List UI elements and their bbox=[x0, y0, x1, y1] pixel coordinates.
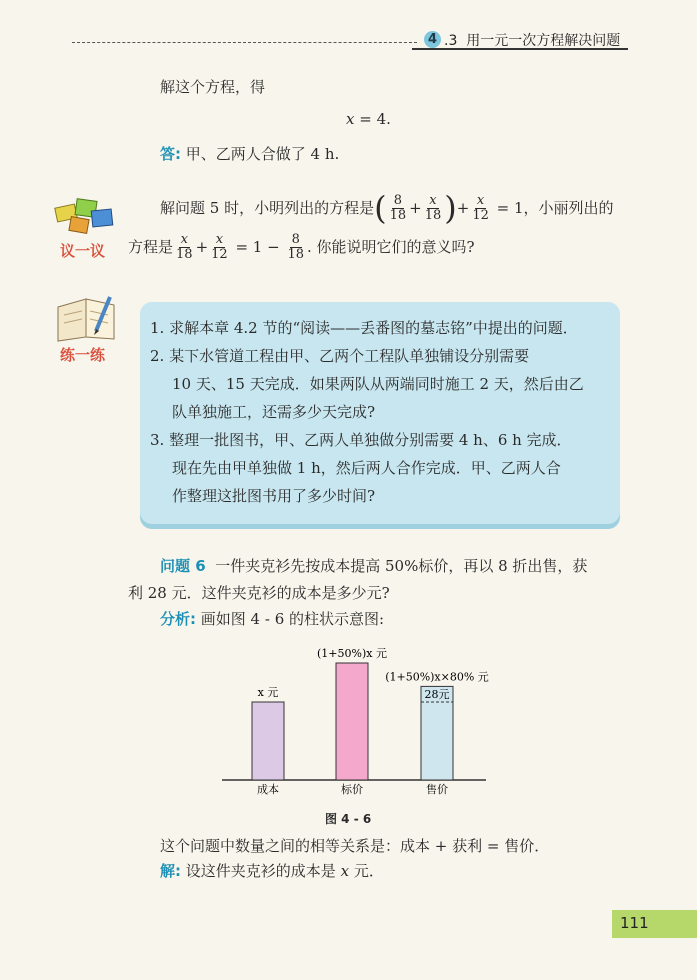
practice-item-2-cont: 队单独施工，还需多少天完成? bbox=[172, 403, 376, 421]
bar-value-label: (1+50%)x×80% 元 bbox=[385, 670, 489, 684]
fraction: $\frac{x}{18}$ bbox=[424, 192, 442, 223]
practice-item-2-cont: 10 天、15 天完成．如果两队从两端同时施工 2 天，然后由乙 bbox=[172, 375, 584, 393]
discuss-line-1: 解问题 5 时，小明列出的方程是 ( $\frac{8}{18}$ + $\frac{x}{18}$ ) + $\frac{x}{12}$ = 1，小丽列出的 bbox=[160, 189, 614, 227]
solution-start: 解: 设这件夹克衫的成本是 x 元． bbox=[160, 862, 384, 880]
bar-value-label: x 元 bbox=[257, 686, 279, 699]
profit-label: 28元 bbox=[424, 688, 450, 702]
figure-caption: 图 4 - 6 bbox=[325, 812, 372, 826]
analysis-line: 分析: 画如图 4 - 6 的柱状示意图: bbox=[160, 610, 385, 628]
fraction: $\frac{8}{18}$ bbox=[287, 232, 305, 262]
practice-item-3: 3. 整理一批图书，甲、乙两人单独做分别需要 4 h、6 h 完成． bbox=[150, 431, 572, 449]
fraction: $\frac{8}{18}$ bbox=[389, 192, 407, 223]
bar-2 bbox=[336, 663, 368, 780]
answer-line: 答: 甲、乙两人合做了 4 h. bbox=[160, 145, 340, 163]
discuss-label: 议一议 bbox=[60, 242, 106, 260]
section-number-badge: 4 bbox=[424, 31, 441, 48]
practice-label: 练一练 bbox=[60, 346, 106, 364]
fraction: $\frac{x}{12}$ bbox=[472, 192, 489, 223]
solve-line: 解这个方程，得 bbox=[160, 78, 266, 96]
running-header: .3 用一元一次方程解决问题 bbox=[444, 33, 621, 49]
relation-line: 这个问题中数量之间的相等关系是：成本 + 获利 = 售价． bbox=[160, 837, 550, 855]
category-label: 成本 bbox=[257, 783, 279, 796]
practice-item-2: 2. 某下水管道工程由甲、乙两个工程队单独铺设分别需要 bbox=[150, 347, 530, 365]
fraction: $\frac{x}{18}$ bbox=[176, 232, 193, 262]
practice-item-3-cont: 现在先由甲单独做 1 h，然后两人合作完成．甲、乙两人合 bbox=[172, 459, 561, 477]
solution-equation: x = 4. bbox=[346, 110, 391, 128]
problem6-line-1: 问题 6 一件夹克衫先按成本提高 50%标价，再以 8 折出售，获 bbox=[160, 557, 588, 575]
discuss-line-2: 方程是 $\frac{x}{18}$ + $\frac{x}{12}$ = 1 − $\frac{8}{18}$ . 你能说明它们的意义吗? bbox=[128, 232, 475, 262]
fraction: $\frac{x}{12}$ bbox=[211, 232, 228, 262]
practice-item-1: 1. 求解本章 4.2 节的“阅读——丢番图的墓志铭”中提出的问题． bbox=[150, 319, 578, 337]
category-label: 售价 bbox=[426, 783, 448, 796]
bar-value-label: (1+50%)x 元 bbox=[317, 647, 387, 660]
bar-1 bbox=[252, 702, 284, 780]
problem6-line-2: 利 28 元．这件夹克衫的成本是多少元? bbox=[128, 584, 390, 602]
practice-item-3-cont: 作整理这批图书用了多少时间? bbox=[172, 487, 376, 505]
category-label: 标价 bbox=[341, 783, 363, 796]
page-number: 111 bbox=[620, 914, 649, 932]
